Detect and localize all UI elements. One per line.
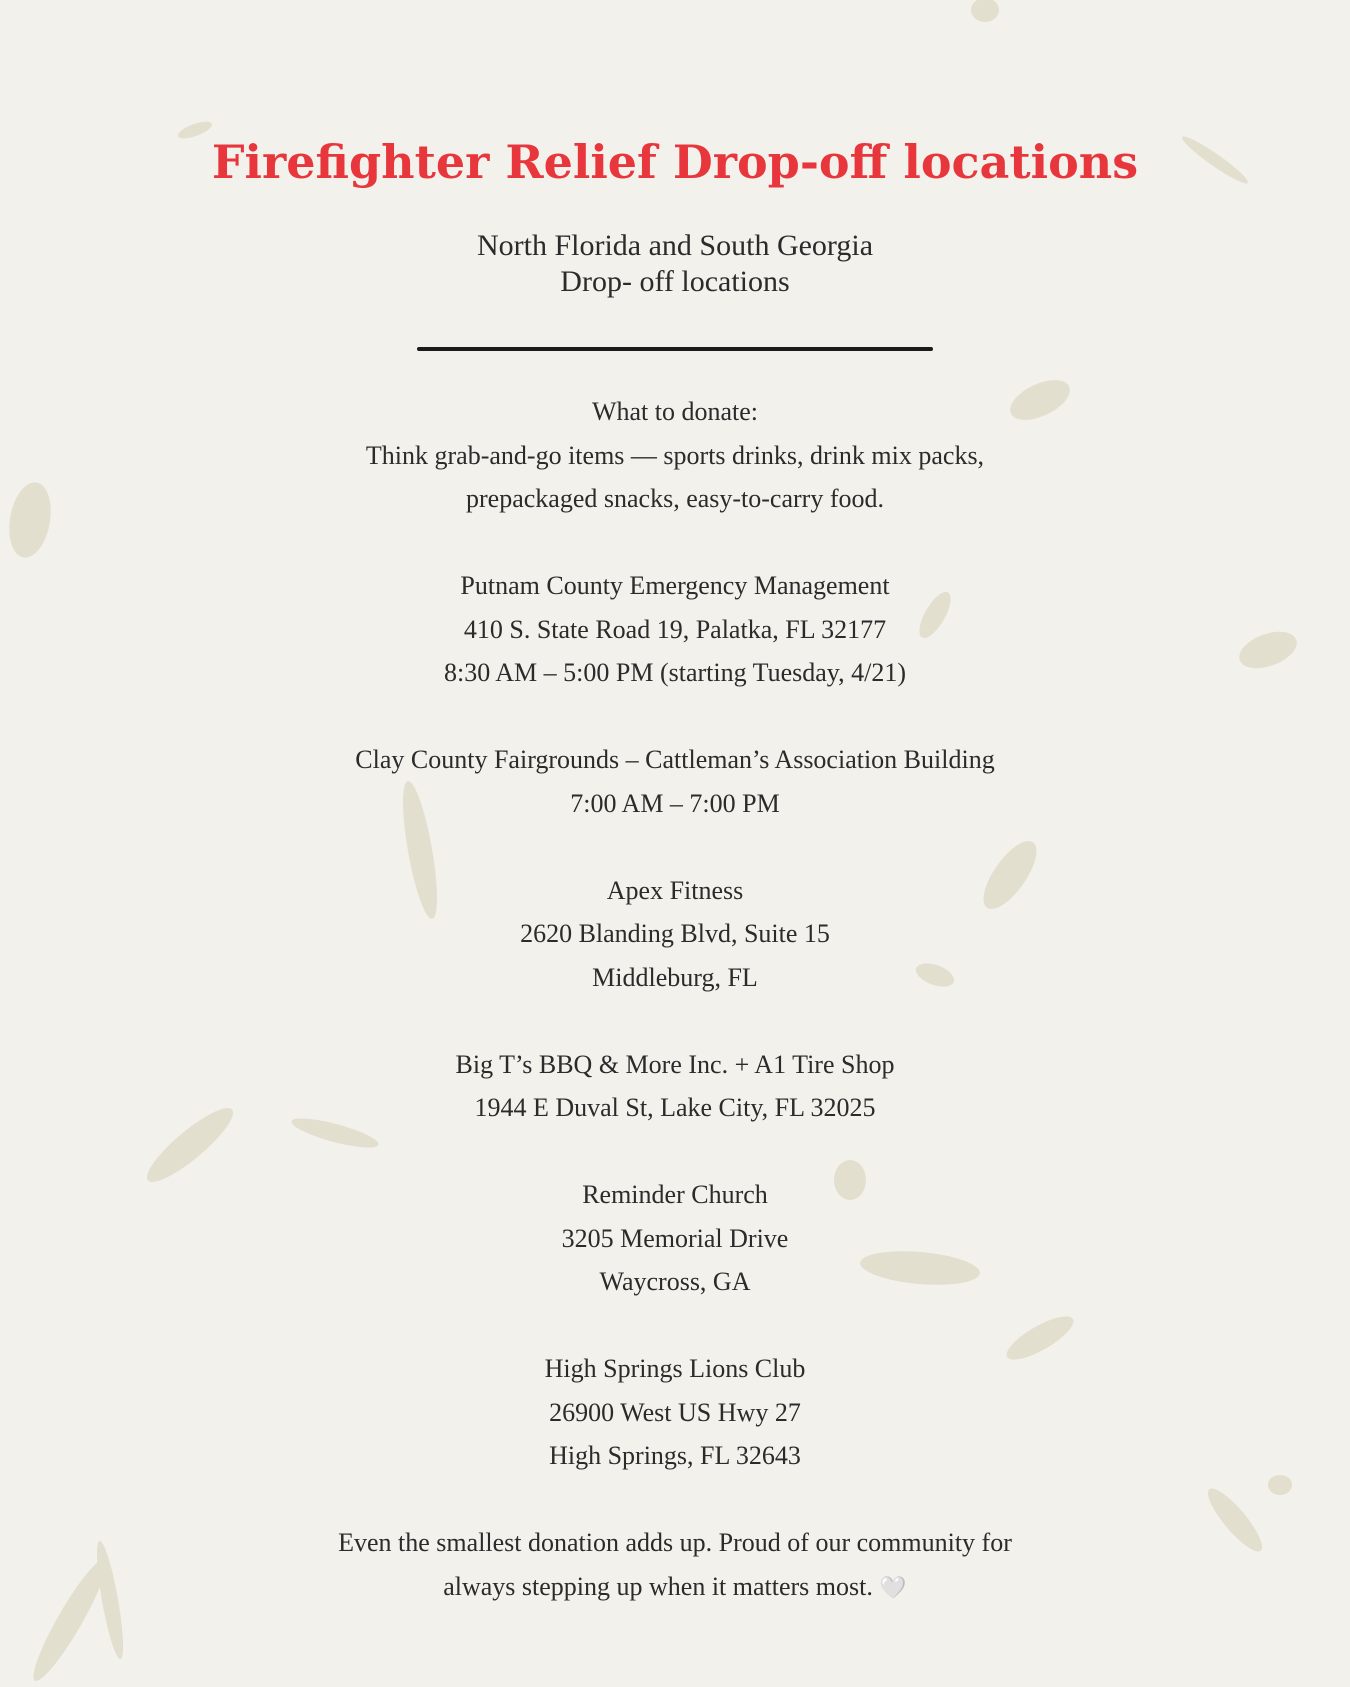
location-name: Apex Fitness [606, 875, 744, 905]
subtitle [0, 228, 1350, 300]
subtitle-line: North Florida and South Georgia [476, 229, 874, 262]
location-detail: 3205 Memorial Drive [561, 1223, 789, 1253]
location-detail: 26900 West US Hwy 27 [549, 1397, 801, 1427]
divider [417, 347, 933, 351]
donate-line: prepackaged snacks, easy-to-carry food. [466, 484, 884, 513]
location-high-springs-lions [0, 1347, 1350, 1478]
location-detail: 1944 E Duval St, Lake City, FL 32025 [474, 1093, 876, 1122]
location-name: High Springs Lions Club [544, 1354, 806, 1383]
location-clay-county [0, 738, 1350, 825]
leaf-decoration [971, 0, 999, 22]
white-heart-icon: 🤍 [879, 1574, 907, 1600]
location-name: Reminder Church [582, 1180, 768, 1209]
location-putnam [0, 564, 1350, 695]
location-detail: 410 S. State Road 19, Palatka, FL 32177 [463, 614, 887, 644]
donate-line: Think grab-and-go items — sports drinks, drink mix packs, [365, 440, 985, 470]
donate-section [0, 390, 1350, 521]
donate-heading: What to donate: [591, 397, 759, 426]
subtitle-line: Drop- off locations [560, 265, 790, 298]
location-detail: 8:30 AM – 5:00 PM (starting Tuesday, 4/21) [443, 658, 907, 687]
location-apex-fitness [0, 869, 1350, 1000]
location-detail: 2620 Blanding Blvd, Suite 15 [520, 919, 830, 948]
closing-message [0, 1521, 1350, 1609]
location-detail: Waycross, GA [599, 1267, 751, 1296]
location-detail: Middleburg, FL [592, 962, 758, 992]
flyer-body [0, 390, 1350, 1609]
page-title: Firefighter Relief Drop-off locations [211, 135, 1139, 189]
location-name: Clay County Fairgrounds – Cattleman’s Association Building [355, 745, 995, 774]
location-detail: 7:00 AM – 7:00 PM [570, 788, 780, 818]
closing-line: Even the smallest donation adds up. Proud of our community for [338, 1528, 1012, 1557]
closing-text: always stepping up when it matters most. [443, 1571, 873, 1601]
location-name: Putnam County Emergency Management [460, 571, 890, 600]
location-detail: High Springs, FL 32643 [549, 1441, 801, 1470]
location-big-ts-bbq [0, 1043, 1350, 1130]
location-reminder-church [0, 1173, 1350, 1304]
location-name: Big T’s BBQ & More Inc. + A1 Tire Shop [455, 1049, 895, 1079]
closing-line [0, 1565, 1350, 1610]
